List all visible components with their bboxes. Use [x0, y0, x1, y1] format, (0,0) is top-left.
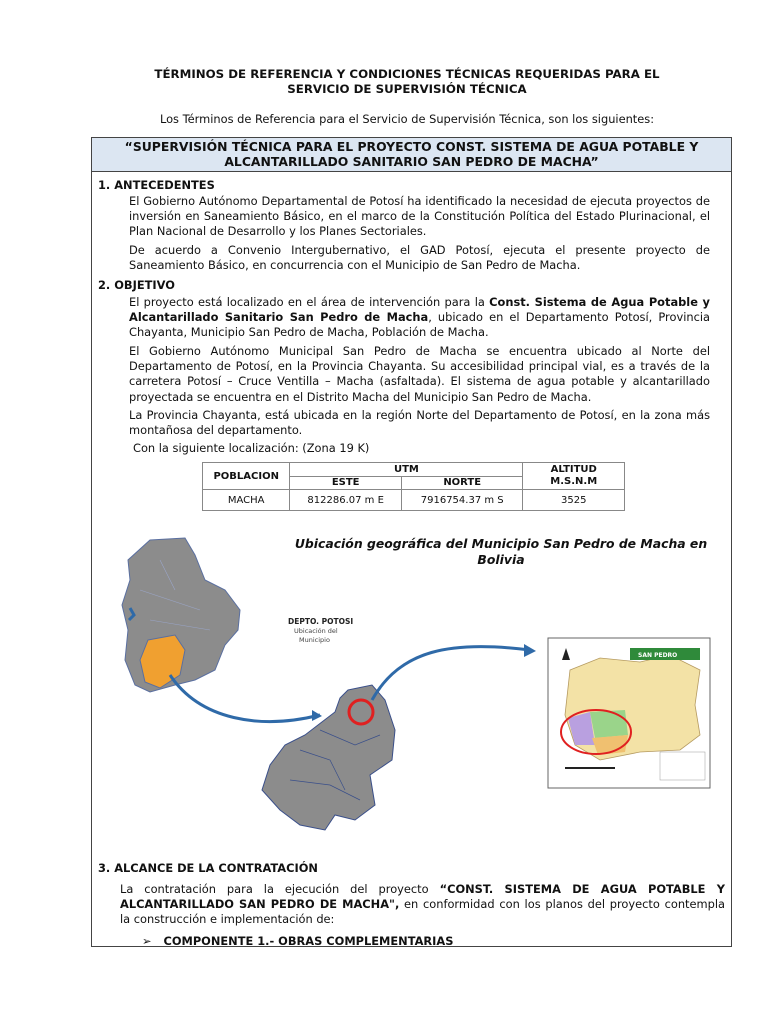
intro-text: Los Términos de Referencia para el Servicio de Supervisión Técnica, son los siguientes: [159, 112, 655, 126]
project-title-line-1: “SUPERVISIÓN TÉCNICA PARA EL PROYECTO CONST. SISTEMA DE AGUA POTABLE Y [124, 139, 699, 154]
depto-sub-label-2: Municipio [299, 636, 330, 644]
title-line-1: TÉRMINOS DE REFERENCIA Y CONDICIONES TÉCNICAS REQUERIDAS PARA EL [154, 67, 660, 81]
th-altitud-line-2: M.S.N.M [550, 476, 598, 487]
location-maps-figure [0, 520, 768, 850]
th-este: ESTE [290, 476, 402, 490]
map-title-line-1: Ubicación geográfica del Municipio San Pedro de Macha en [294, 536, 708, 551]
s3-p1-start: La contratación para la ejecución del proyecto [120, 882, 440, 896]
table-row [203, 490, 625, 511]
section-3-title: 3. ALCANCE DE LA CONTRATACIÓN [98, 861, 318, 875]
component-1-label: COMPONENTE 1.- OBRAS COMPLEMENTARIAS [163, 934, 454, 948]
th-utm: UTM [290, 463, 523, 477]
cell-este: 812286.07 m E [290, 490, 402, 511]
map-title-line-2: Bolivia [477, 552, 525, 567]
section-1-paragraph-1: El Gobierno Autónomo Departamental de Potosí ha identificado la necesidad de ejecuta proyectos de inversión en Saneamiento Básico, en el marco de la Constitución Política del Estado Plurinacional, el Plan Nacional de Desarrollo y los Planes Sectoriales. [129, 194, 710, 239]
cell-norte: 7916754.37 m S [401, 490, 523, 511]
arrow-to-potosi [170, 675, 320, 722]
s3-p1-end: en conformidad con los planos del proyecto contempla la construcción e implementación de: [120, 897, 725, 927]
document-title [90, 67, 724, 97]
th-poblacion: POBLACION [203, 463, 290, 490]
section-1-title: 1. ANTECEDENTES [98, 178, 215, 192]
s2-p1-start: El proyecto está localizado en el área de intervención para la [129, 295, 490, 309]
depto-potosi-label: DEPTO. POTOSI [288, 617, 354, 626]
th-norte: NORTE [401, 476, 523, 490]
th-altitud-line-1: ALTITUD [550, 464, 597, 475]
municipio-map [548, 638, 710, 788]
section-2-paragraph-1 [129, 295, 710, 341]
section-1-paragraph-2: De acuerdo a Convenio Intergubernativo, el GAD Potosí, ejecuta el presente proyecto de Saneamiento Básico, en concurrencia con el Municipio de San Pedro de Macha. [129, 243, 710, 273]
utm-table [202, 462, 625, 511]
project-title-line-2: ALCANTARILLADO SANITARIO SAN PEDRO DE MACHA” [224, 154, 599, 169]
bullet-arrow-icon: ➢ [142, 934, 152, 948]
municipio-logo-text: SAN PEDRO [638, 652, 678, 659]
arrow-to-municipio [372, 647, 530, 700]
component-1-item [142, 934, 453, 948]
section-2-paragraph-3: La Provincia Chayanta, está ubicada en la región Norte del Departamento de Potosí, en la zona más montañosa del departamento. [129, 408, 710, 438]
th-altitud [523, 463, 625, 490]
title-line-2: SERVICIO DE SUPERVISIÓN TÉCNICA [287, 82, 527, 96]
section-2-paragraph-4: Con la siguiente localización: (Zona 19 K) [133, 441, 370, 455]
section-2-paragraph-2: El Gobierno Autónomo Municipal San Pedro de Macha se encuentra ubicado al Norte del Departamento de Potosí, en la Provincia Chayanta. Su accesibilidad principal vial, es a través de la carretera Potosí – Cruce Ventilla – Macha (asfaltada). El sistema de agua potable y alcantarillado proyectada se encuentra en el Distrito Macha del Municipio San Pedro de Macha. [129, 344, 710, 404]
section-2-title: 2. OBJETIVO [98, 278, 175, 292]
s2-p1-end: , ubicado en el Departamento Potosí, Provincia Chayanta, Municipio San Pedro de Macha, Población de Macha. [129, 310, 710, 340]
s3-p1-project-name: “CONST. SISTEMA DE AGUA POTABLE Y ALCANTARILLADO SAN PEDRO DE MACHA", [120, 882, 726, 912]
section-3-paragraph-1 [120, 882, 725, 928]
potosi-department-map [262, 617, 395, 830]
s2-p1-project-name: Const. Sistema de Agua Potable y Alcantarillado Sanitario San Pedro de Macha [129, 295, 710, 325]
depto-sub-label-1: Ubicación del [294, 627, 338, 635]
cell-altitud: 3525 [523, 490, 625, 511]
cell-poblacion: MACHA [203, 490, 290, 511]
bolivia-map [122, 538, 240, 692]
project-title-box [92, 138, 731, 172]
